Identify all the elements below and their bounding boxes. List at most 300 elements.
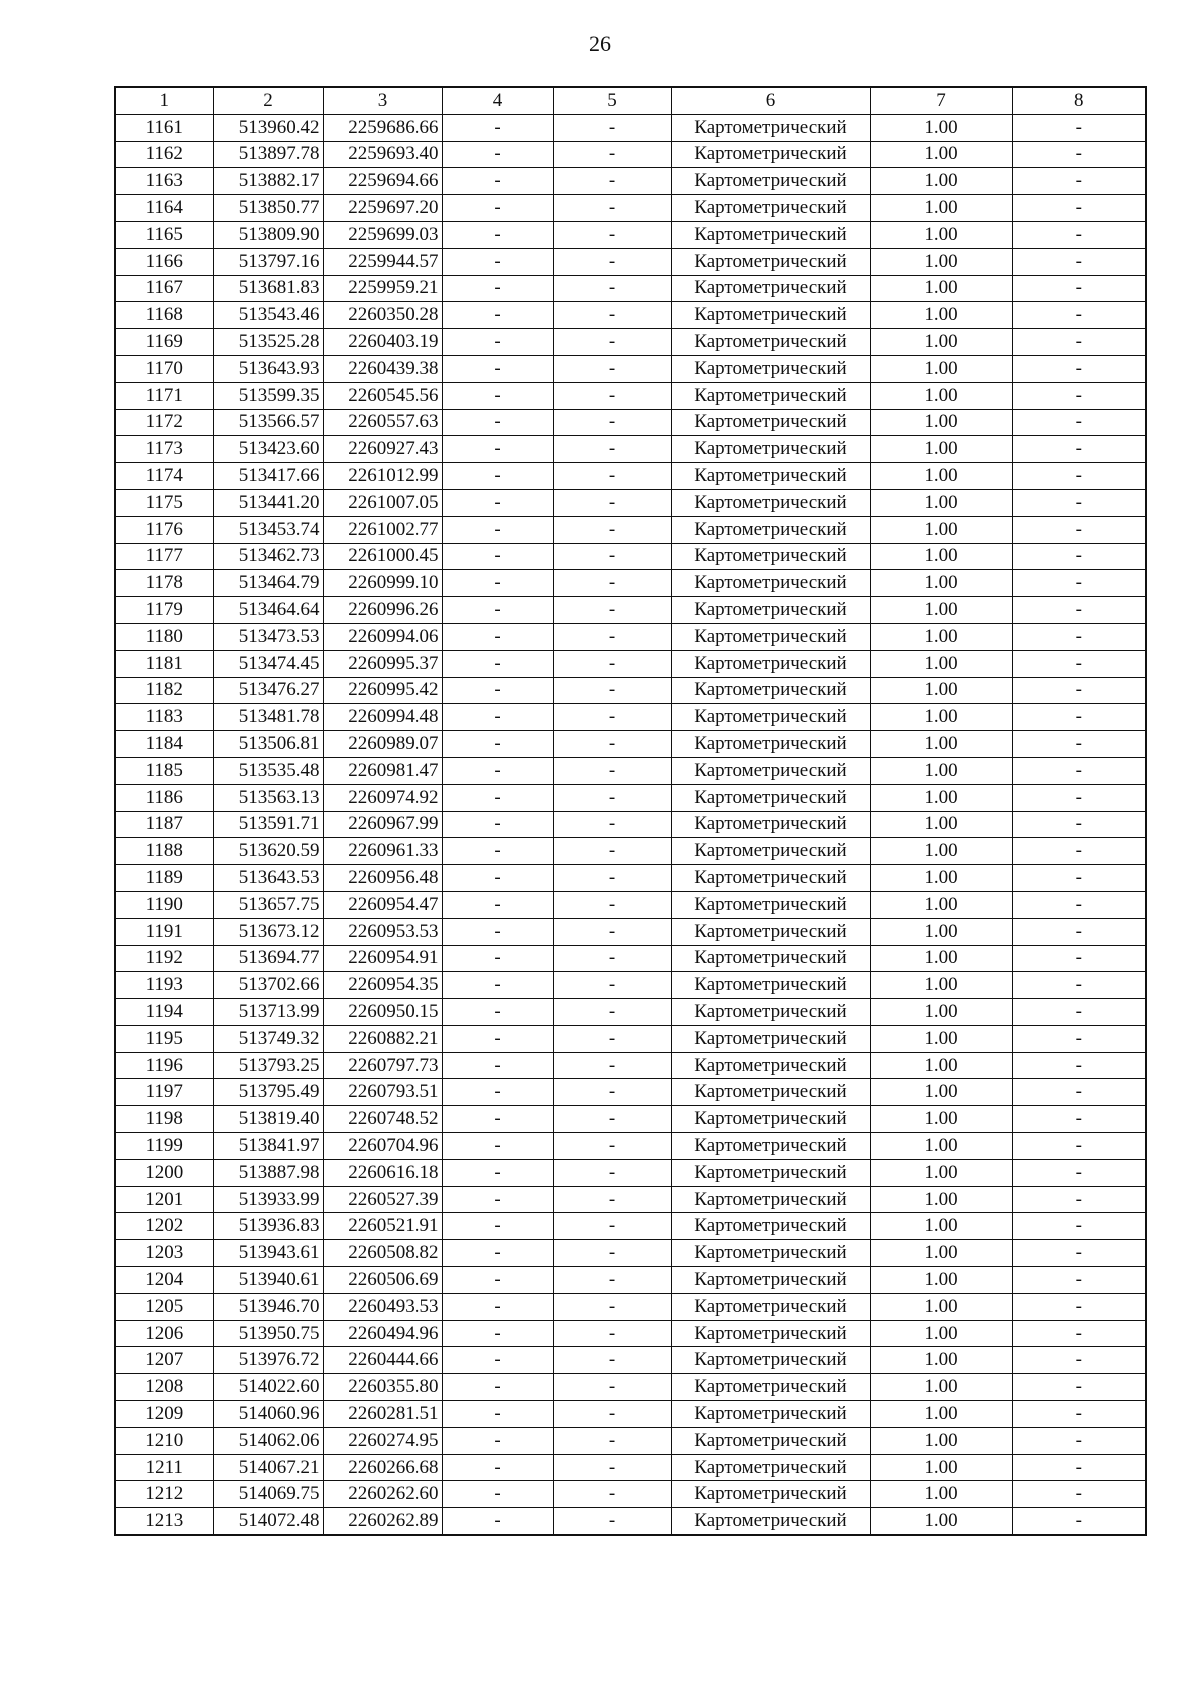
cell-col5-value: - [553, 918, 671, 945]
cell-method: Картометрический [671, 891, 870, 918]
cell-accuracy: 1.00 [870, 1106, 1012, 1133]
cell-y-coordinate: 2260956.48 [323, 865, 442, 892]
cell-accuracy: 1.00 [870, 757, 1012, 784]
cell-col8-value: - [1012, 1079, 1146, 1106]
cell-method: Картометрический [671, 141, 870, 168]
cell-col8-value: - [1012, 302, 1146, 329]
cell-col8-value: - [1012, 972, 1146, 999]
cell-col8-value: - [1012, 999, 1146, 1026]
cell-col8-value: - [1012, 570, 1146, 597]
cell-accuracy: 1.00 [870, 1293, 1012, 1320]
cell-col8-value: - [1012, 865, 1146, 892]
cell-accuracy: 1.00 [870, 731, 1012, 758]
column-header: 6 [671, 87, 870, 114]
table-row [115, 1213, 1146, 1240]
cell-accuracy: 1.00 [870, 597, 1012, 624]
cell-col4-value: - [442, 463, 553, 490]
cell-x-coordinate: 513506.81 [213, 731, 323, 758]
cell-y-coordinate: 2260274.95 [323, 1427, 442, 1454]
table-row [115, 1401, 1146, 1428]
table-row [115, 168, 1146, 195]
cell-y-coordinate: 2260793.51 [323, 1079, 442, 1106]
cell-point-number: 1209 [115, 1401, 213, 1428]
cell-col4-value: - [442, 972, 553, 999]
cell-col5-value: - [553, 811, 671, 838]
cell-point-number: 1192 [115, 945, 213, 972]
cell-point-number: 1178 [115, 570, 213, 597]
cell-accuracy: 1.00 [870, 1401, 1012, 1428]
table-row [115, 329, 1146, 356]
column-header: 3 [323, 87, 442, 114]
cell-col8-value: - [1012, 543, 1146, 570]
cell-x-coordinate: 514067.21 [213, 1454, 323, 1481]
cell-col8-value: - [1012, 1347, 1146, 1374]
cell-col5-value: - [553, 1320, 671, 1347]
cell-x-coordinate: 513462.73 [213, 543, 323, 570]
cell-col8-value: - [1012, 731, 1146, 758]
cell-accuracy: 1.00 [870, 168, 1012, 195]
cell-col5-value: - [553, 1052, 671, 1079]
table-row [115, 999, 1146, 1026]
table-row [115, 275, 1146, 302]
cell-y-coordinate: 2260953.53 [323, 918, 442, 945]
cell-col8-value: - [1012, 275, 1146, 302]
cell-y-coordinate: 2259694.66 [323, 168, 442, 195]
cell-col8-value: - [1012, 918, 1146, 945]
cell-col5-value: - [553, 1213, 671, 1240]
cell-col4-value: - [442, 597, 553, 624]
cell-col4-value: - [442, 329, 553, 356]
cell-point-number: 1186 [115, 784, 213, 811]
cell-method: Картометрический [671, 945, 870, 972]
table-row [115, 1133, 1146, 1160]
cell-point-number: 1205 [115, 1293, 213, 1320]
cell-accuracy: 1.00 [870, 302, 1012, 329]
cell-col4-value: - [442, 141, 553, 168]
cell-point-number: 1206 [115, 1320, 213, 1347]
cell-y-coordinate: 2260954.35 [323, 972, 442, 999]
cell-col8-value: - [1012, 1186, 1146, 1213]
cell-x-coordinate: 513464.64 [213, 597, 323, 624]
cell-col4-value: - [442, 1508, 553, 1535]
table-row [115, 409, 1146, 436]
table-row [115, 248, 1146, 275]
cell-col8-value: - [1012, 516, 1146, 543]
cell-y-coordinate: 2260882.21 [323, 1025, 442, 1052]
cell-col8-value: - [1012, 1401, 1146, 1428]
cell-col5-value: - [553, 1481, 671, 1508]
cell-accuracy: 1.00 [870, 543, 1012, 570]
cell-col8-value: - [1012, 1267, 1146, 1294]
cell-point-number: 1167 [115, 275, 213, 302]
cell-point-number: 1201 [115, 1186, 213, 1213]
cell-col4-value: - [442, 1186, 553, 1213]
cell-col4-value: - [442, 1481, 553, 1508]
cell-method: Картометрический [671, 1079, 870, 1106]
cell-accuracy: 1.00 [870, 141, 1012, 168]
table-row [115, 1025, 1146, 1052]
cell-point-number: 1197 [115, 1079, 213, 1106]
cell-col4-value: - [442, 1159, 553, 1186]
cell-method: Картометрический [671, 302, 870, 329]
cell-point-number: 1165 [115, 221, 213, 248]
cell-x-coordinate: 514072.48 [213, 1508, 323, 1535]
cell-col8-value: - [1012, 650, 1146, 677]
cell-col4-value: - [442, 918, 553, 945]
cell-x-coordinate: 513476.27 [213, 677, 323, 704]
cell-point-number: 1166 [115, 248, 213, 275]
cell-point-number: 1207 [115, 1347, 213, 1374]
cell-col5-value: - [553, 248, 671, 275]
cell-col4-value: - [442, 1133, 553, 1160]
cell-accuracy: 1.00 [870, 1133, 1012, 1160]
cell-accuracy: 1.00 [870, 623, 1012, 650]
cell-col4-value: - [442, 757, 553, 784]
table-row [115, 891, 1146, 918]
cell-point-number: 1182 [115, 677, 213, 704]
cell-point-number: 1189 [115, 865, 213, 892]
cell-accuracy: 1.00 [870, 784, 1012, 811]
coordinates-table [114, 86, 1147, 1536]
cell-col5-value: - [553, 1401, 671, 1428]
cell-accuracy: 1.00 [870, 275, 1012, 302]
cell-y-coordinate: 2260557.63 [323, 409, 442, 436]
table-row [115, 1186, 1146, 1213]
cell-method: Картометрический [671, 489, 870, 516]
cell-col8-value: - [1012, 757, 1146, 784]
cell-x-coordinate: 513887.98 [213, 1159, 323, 1186]
cell-point-number: 1175 [115, 489, 213, 516]
cell-y-coordinate: 2259697.20 [323, 195, 442, 222]
cell-point-number: 1164 [115, 195, 213, 222]
cell-col8-value: - [1012, 355, 1146, 382]
cell-accuracy: 1.00 [870, 463, 1012, 490]
table-row [115, 1079, 1146, 1106]
cell-x-coordinate: 514069.75 [213, 1481, 323, 1508]
cell-x-coordinate: 513563.13 [213, 784, 323, 811]
cell-x-coordinate: 513453.74 [213, 516, 323, 543]
cell-point-number: 1161 [115, 114, 213, 141]
cell-col8-value: - [1012, 221, 1146, 248]
cell-y-coordinate: 2260508.82 [323, 1240, 442, 1267]
cell-accuracy: 1.00 [870, 918, 1012, 945]
cell-method: Картометрический [671, 221, 870, 248]
cell-method: Картометрический [671, 623, 870, 650]
cell-col8-value: - [1012, 114, 1146, 141]
cell-col8-value: - [1012, 945, 1146, 972]
cell-point-number: 1176 [115, 516, 213, 543]
cell-col4-value: - [442, 1401, 553, 1428]
cell-x-coordinate: 513795.49 [213, 1079, 323, 1106]
table-row [115, 784, 1146, 811]
cell-point-number: 1199 [115, 1133, 213, 1160]
cell-y-coordinate: 2259944.57 [323, 248, 442, 275]
cell-col5-value: - [553, 1293, 671, 1320]
table-row [115, 570, 1146, 597]
cell-method: Картометрический [671, 1347, 870, 1374]
cell-col5-value: - [553, 891, 671, 918]
cell-method: Картометрический [671, 650, 870, 677]
cell-method: Картометрический [671, 463, 870, 490]
cell-x-coordinate: 513643.93 [213, 355, 323, 382]
cell-y-coordinate: 2260355.80 [323, 1374, 442, 1401]
cell-method: Картометрический [671, 1401, 870, 1428]
cell-x-coordinate: 513946.70 [213, 1293, 323, 1320]
cell-col4-value: - [442, 811, 553, 838]
cell-x-coordinate: 513473.53 [213, 623, 323, 650]
table-row [115, 1106, 1146, 1133]
table-row [115, 945, 1146, 972]
cell-y-coordinate: 2259686.66 [323, 114, 442, 141]
cell-col8-value: - [1012, 891, 1146, 918]
column-header: 2 [213, 87, 323, 114]
cell-y-coordinate: 2260996.26 [323, 597, 442, 624]
cell-col5-value: - [553, 1454, 671, 1481]
cell-x-coordinate: 513441.20 [213, 489, 323, 516]
cell-col8-value: - [1012, 1293, 1146, 1320]
cell-method: Картометрический [671, 516, 870, 543]
cell-x-coordinate: 513950.75 [213, 1320, 323, 1347]
cell-point-number: 1204 [115, 1267, 213, 1294]
cell-y-coordinate: 2261007.05 [323, 489, 442, 516]
cell-col5-value: - [553, 570, 671, 597]
cell-y-coordinate: 2260797.73 [323, 1052, 442, 1079]
cell-col8-value: - [1012, 623, 1146, 650]
cell-method: Картометрический [671, 811, 870, 838]
cell-col4-value: - [442, 302, 553, 329]
cell-accuracy: 1.00 [870, 999, 1012, 1026]
cell-y-coordinate: 2260999.10 [323, 570, 442, 597]
cell-col4-value: - [442, 704, 553, 731]
cell-x-coordinate: 514060.96 [213, 1401, 323, 1428]
cell-accuracy: 1.00 [870, 865, 1012, 892]
cell-x-coordinate: 513749.32 [213, 1025, 323, 1052]
cell-x-coordinate: 513543.46 [213, 302, 323, 329]
cell-y-coordinate: 2260521.91 [323, 1213, 442, 1240]
cell-y-coordinate: 2260616.18 [323, 1159, 442, 1186]
table-row [115, 1347, 1146, 1374]
cell-col5-value: - [553, 838, 671, 865]
cell-point-number: 1196 [115, 1052, 213, 1079]
cell-col5-value: - [553, 168, 671, 195]
cell-accuracy: 1.00 [870, 972, 1012, 999]
cell-x-coordinate: 513423.60 [213, 436, 323, 463]
cell-method: Картометрический [671, 409, 870, 436]
cell-y-coordinate: 2261002.77 [323, 516, 442, 543]
cell-accuracy: 1.00 [870, 570, 1012, 597]
cell-accuracy: 1.00 [870, 1052, 1012, 1079]
cell-point-number: 1181 [115, 650, 213, 677]
cell-x-coordinate: 513525.28 [213, 329, 323, 356]
cell-method: Картометрический [671, 248, 870, 275]
cell-point-number: 1208 [115, 1374, 213, 1401]
cell-x-coordinate: 513643.53 [213, 865, 323, 892]
cell-method: Картометрический [671, 865, 870, 892]
cell-col8-value: - [1012, 436, 1146, 463]
cell-col4-value: - [442, 570, 553, 597]
cell-x-coordinate: 513474.45 [213, 650, 323, 677]
cell-col5-value: - [553, 1186, 671, 1213]
cell-accuracy: 1.00 [870, 382, 1012, 409]
cell-point-number: 1191 [115, 918, 213, 945]
cell-point-number: 1187 [115, 811, 213, 838]
cell-accuracy: 1.00 [870, 436, 1012, 463]
table-header-row [115, 87, 1146, 114]
cell-accuracy: 1.00 [870, 1481, 1012, 1508]
cell-x-coordinate: 513464.79 [213, 570, 323, 597]
cell-col8-value: - [1012, 1481, 1146, 1508]
column-header: 7 [870, 87, 1012, 114]
table-row [115, 1052, 1146, 1079]
cell-method: Картометрический [671, 1052, 870, 1079]
cell-y-coordinate: 2260403.19 [323, 329, 442, 356]
cell-point-number: 1194 [115, 999, 213, 1026]
cell-accuracy: 1.00 [870, 1213, 1012, 1240]
cell-col4-value: - [442, 436, 553, 463]
cell-point-number: 1173 [115, 436, 213, 463]
cell-x-coordinate: 513976.72 [213, 1347, 323, 1374]
cell-y-coordinate: 2260748.52 [323, 1106, 442, 1133]
cell-col5-value: - [553, 1133, 671, 1160]
cell-point-number: 1188 [115, 838, 213, 865]
cell-y-coordinate: 2260527.39 [323, 1186, 442, 1213]
cell-col5-value: - [553, 1240, 671, 1267]
cell-method: Картометрический [671, 1508, 870, 1535]
cell-col4-value: - [442, 168, 553, 195]
cell-accuracy: 1.00 [870, 1374, 1012, 1401]
cell-col4-value: - [442, 221, 553, 248]
cell-col8-value: - [1012, 382, 1146, 409]
cell-col4-value: - [442, 1454, 553, 1481]
cell-y-coordinate: 2260954.47 [323, 891, 442, 918]
cell-col4-value: - [442, 114, 553, 141]
cell-y-coordinate: 2260704.96 [323, 1133, 442, 1160]
table-row [115, 865, 1146, 892]
cell-accuracy: 1.00 [870, 1186, 1012, 1213]
cell-x-coordinate: 513882.17 [213, 168, 323, 195]
cell-col8-value: - [1012, 329, 1146, 356]
cell-point-number: 1177 [115, 543, 213, 570]
cell-col4-value: - [442, 945, 553, 972]
cell-col5-value: - [553, 650, 671, 677]
cell-x-coordinate: 513566.57 [213, 409, 323, 436]
cell-col5-value: - [553, 543, 671, 570]
cell-y-coordinate: 2260989.07 [323, 731, 442, 758]
cell-x-coordinate: 513960.42 [213, 114, 323, 141]
cell-point-number: 1180 [115, 623, 213, 650]
cell-y-coordinate: 2260994.06 [323, 623, 442, 650]
cell-method: Картометрический [671, 757, 870, 784]
cell-col4-value: - [442, 784, 553, 811]
table-row [115, 838, 1146, 865]
cell-method: Картометрический [671, 195, 870, 222]
cell-col4-value: - [442, 677, 553, 704]
cell-col5-value: - [553, 516, 671, 543]
cell-y-coordinate: 2260545.56 [323, 382, 442, 409]
cell-method: Картометрический [671, 1267, 870, 1294]
cell-col4-value: - [442, 891, 553, 918]
cell-method: Картометрический [671, 972, 870, 999]
cell-method: Картометрический [671, 1481, 870, 1508]
cell-col5-value: - [553, 704, 671, 731]
cell-col8-value: - [1012, 1133, 1146, 1160]
cell-col5-value: - [553, 114, 671, 141]
cell-method: Картометрический [671, 731, 870, 758]
cell-col4-value: - [442, 355, 553, 382]
cell-method: Картометрический [671, 1106, 870, 1133]
cell-method: Картометрический [671, 1159, 870, 1186]
cell-method: Картометрический [671, 704, 870, 731]
cell-y-coordinate: 2260954.91 [323, 945, 442, 972]
cell-method: Картометрический [671, 677, 870, 704]
table-row [115, 811, 1146, 838]
cell-accuracy: 1.00 [870, 409, 1012, 436]
cell-col8-value: - [1012, 811, 1146, 838]
cell-col8-value: - [1012, 1213, 1146, 1240]
cell-col8-value: - [1012, 1320, 1146, 1347]
cell-accuracy: 1.00 [870, 329, 1012, 356]
cell-col8-value: - [1012, 1159, 1146, 1186]
cell-point-number: 1200 [115, 1159, 213, 1186]
cell-x-coordinate: 513940.61 [213, 1267, 323, 1294]
cell-col4-value: - [442, 195, 553, 222]
cell-accuracy: 1.00 [870, 1240, 1012, 1267]
table-row [115, 1320, 1146, 1347]
cell-col5-value: - [553, 784, 671, 811]
cell-point-number: 1185 [115, 757, 213, 784]
cell-y-coordinate: 2260493.53 [323, 1293, 442, 1320]
cell-y-coordinate: 2260350.28 [323, 302, 442, 329]
cell-accuracy: 1.00 [870, 1454, 1012, 1481]
cell-method: Картометрический [671, 382, 870, 409]
cell-point-number: 1169 [115, 329, 213, 356]
cell-point-number: 1162 [115, 141, 213, 168]
cell-col4-value: - [442, 865, 553, 892]
cell-point-number: 1202 [115, 1213, 213, 1240]
cell-y-coordinate: 2260281.51 [323, 1401, 442, 1428]
cell-col5-value: - [553, 329, 671, 356]
cell-col8-value: - [1012, 141, 1146, 168]
cell-method: Картометрический [671, 570, 870, 597]
table-row [115, 1374, 1146, 1401]
cell-col5-value: - [553, 1347, 671, 1374]
cell-x-coordinate: 513673.12 [213, 918, 323, 945]
cell-x-coordinate: 513819.40 [213, 1106, 323, 1133]
cell-col4-value: - [442, 1240, 553, 1267]
cell-col8-value: - [1012, 1052, 1146, 1079]
table-row [115, 623, 1146, 650]
column-header: 8 [1012, 87, 1146, 114]
cell-col5-value: - [553, 1079, 671, 1106]
cell-col4-value: - [442, 1052, 553, 1079]
cell-col5-value: - [553, 141, 671, 168]
cell-col4-value: - [442, 248, 553, 275]
cell-accuracy: 1.00 [870, 248, 1012, 275]
table-row [115, 972, 1146, 999]
cell-method: Картометрический [671, 1186, 870, 1213]
cell-y-coordinate: 2260266.68 [323, 1454, 442, 1481]
cell-col8-value: - [1012, 784, 1146, 811]
cell-point-number: 1168 [115, 302, 213, 329]
table-row [115, 302, 1146, 329]
cell-y-coordinate: 2260494.96 [323, 1320, 442, 1347]
cell-col4-value: - [442, 489, 553, 516]
cell-y-coordinate: 2259959.21 [323, 275, 442, 302]
cell-col4-value: - [442, 1267, 553, 1294]
cell-method: Картометрический [671, 1427, 870, 1454]
cell-col8-value: - [1012, 1454, 1146, 1481]
cell-col5-value: - [553, 382, 671, 409]
